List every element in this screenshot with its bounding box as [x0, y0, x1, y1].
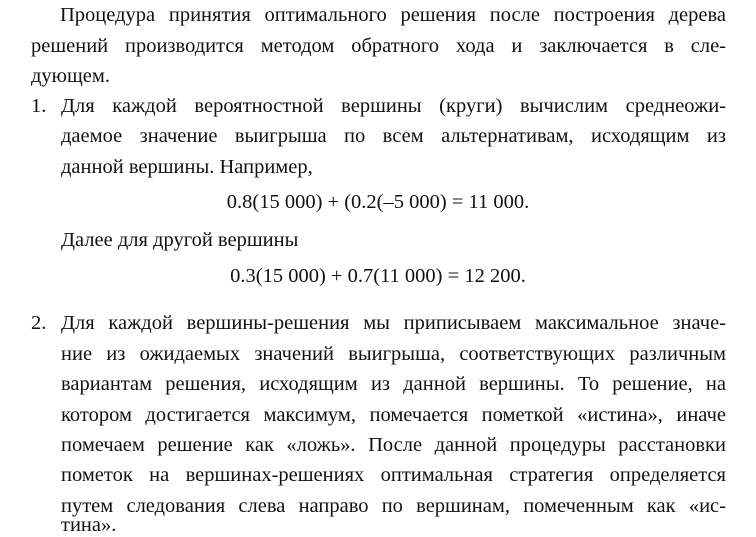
list-number-1: 1. — [31, 95, 47, 117]
item2-line-4: котором достигается максимум, помечается пометкой «истина», иначе — [61, 404, 726, 426]
list-number-2: 2. — [31, 312, 47, 334]
item1-line-3: данной вершины. Например, — [61, 156, 313, 178]
item2-line-6: пометок на вершинах-решениях оптимальная стратегия определяется — [61, 464, 726, 486]
formula-2: 0.3(15 000) + 0.7(11 000) = 12 200. — [230, 265, 526, 287]
formula-1: 0.8(15 000) + (0.2(–5 000) = 11 000. — [226, 191, 530, 213]
intro-line-3: дующем. — [31, 65, 110, 87]
intro-line-1: Процедура принятия оптимального решения после построения дерева — [60, 4, 726, 26]
item2-line-1: Для каждой вершины-решения мы приписываем максимальное значе- — [61, 312, 726, 334]
item2-line-8: тина». — [61, 514, 117, 536]
intro-line-2: решений производится методом обратного хода и заключается в сле- — [31, 35, 726, 57]
item1-line-1: Для каждой вероятностной вершины (круги) вычислим среднеожи- — [61, 95, 726, 117]
item1-line-2: даемое значение выигрыша по всем альтернативам, исходящим из — [61, 125, 726, 147]
item2-line-7: путем следования слева направо по вершинам, помеченным как «ис- — [61, 495, 726, 517]
item2-line-3: вариантам решения, исходящим из данной вершины. То решение, на — [61, 373, 726, 395]
item2-line-5: помечаем решение как «ложь». После данной процедуры расстановки — [61, 434, 726, 456]
item1-continuation: Далее для другой вершины — [61, 229, 299, 251]
item2-line-2: ние из ожидаемых значений выигрыша, соответствующих различным — [61, 343, 726, 365]
